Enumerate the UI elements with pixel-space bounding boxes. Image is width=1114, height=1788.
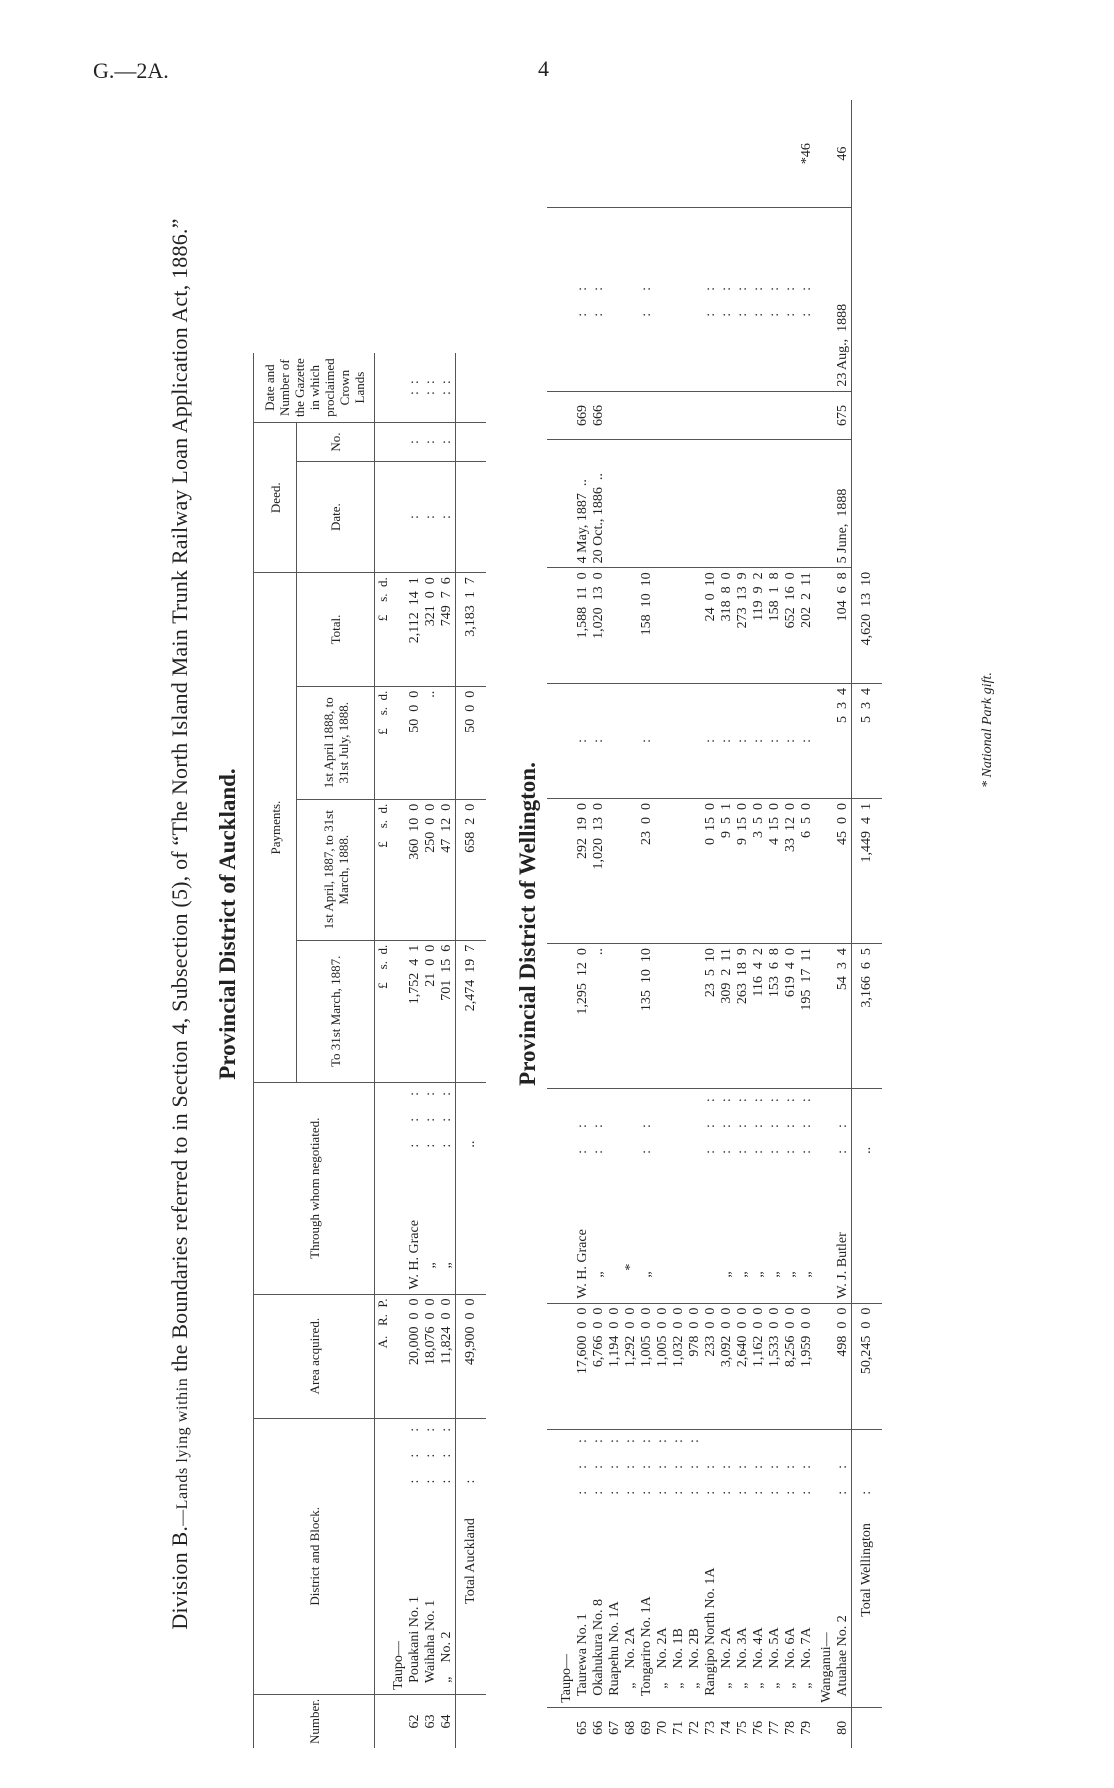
lands-label: —Lands lying within — [174, 1377, 191, 1526]
gazette-no-values: *46 — [559, 100, 815, 208]
total-label: Total Wellington — [852, 1499, 883, 1708]
deed-no-values: 669 666 — [559, 391, 815, 440]
auckland-total-row: Total Auckland : 49,900 0 0 .. 2,474 19 7 658 2 0 50 0 0 3,183 1 7 — [456, 353, 487, 1748]
row-numbers: 65 66 67 68 69 70 71 72 73 74 75 76 77 78 79 — [575, 1720, 814, 1735]
total-values: 1,588 11 0 1,020 13 0 158 10 10 24 0 10 318 8 0 273 13 9 119 9 2 158 1 8 652 16 0 202 2 11 — [559, 568, 815, 684]
row-number-80: 80 — [835, 1720, 850, 1735]
rotated-page — [135, 100, 1114, 1748]
deed-date-values: : : : — [391, 461, 456, 572]
total-label: Total Auckland — [456, 1487, 487, 1694]
through-values: W. H. Grace „ * „ „ „ „ „ „ „ — [559, 1158, 815, 1303]
wanganui-area: 498 0 0 — [815, 1303, 852, 1429]
main-title — [167, 100, 193, 1748]
wanganui-gazette-no: 46 — [815, 100, 852, 208]
money-units-3: £ s. d. — [375, 686, 392, 799]
col-through: Through whom negotiated. — [254, 1082, 375, 1294]
pay2-values: 292 19 0 1,020 13 0 23 0 0 0 15 0 9 5 1 9 15 0 3 5 0 4 15 0 33 12 0 6 5 0 — [559, 798, 815, 943]
total-total: 3,183 1 7 — [456, 573, 487, 686]
col-deed-no: No. — [297, 423, 375, 462]
district-block: Taupo— Pouakani No. 1 Waihaha No. 1 „ No. 2 — [391, 1487, 456, 1694]
wanganui-pay2: 45 0 0 — [815, 798, 852, 943]
money-units-1: £ s. d. — [375, 940, 392, 1082]
wanganui-row: 80 Wanganui— Atuahae No. 2 : : 498 0 0 W. J. Butler : : 54 3 4 45 0 0 5 3 4 104 6 8 5 June, 1888 675 23 Aug., 1888 46 — [815, 100, 852, 1748]
col-district: District and Block. — [254, 1418, 375, 1694]
auckland-title: Provincial District of Auckland. — [215, 768, 240, 1080]
total-pay3: 50 0 0 — [456, 686, 487, 799]
gazette-values: : : : : : : — [391, 353, 456, 423]
pay2-values: 360 10 0 250 0 0 47 12 0 — [391, 799, 456, 940]
wellington-title: Provincial District of Wellington. — [515, 762, 540, 1086]
col-pay1: To 31st March, 1887. — [297, 940, 375, 1082]
wanganui-deed-date: 5 June, 1888 — [815, 440, 852, 568]
money-units-4: £ s. d. — [375, 573, 392, 686]
total-values: 2,112 14 1 321 0 0 749 7 6 — [391, 573, 456, 686]
auckland-table — [253, 353, 486, 1748]
division-label: Division B. — [167, 1525, 192, 1630]
wanganui-gazette-date: 23 Aug., 1888 — [815, 208, 852, 392]
pay1-values: 1,295 12 0 .. 135 10 10 23 5 10 309 2 11 263 18 9 116 4 2 153 6 8 619 4 0 195 17 11 — [559, 944, 815, 1089]
total-pay1: 3,166 6 5 — [852, 944, 883, 1089]
total-area: 50,245 0 0 — [852, 1303, 883, 1429]
total-pay2: 658 2 0 — [456, 799, 487, 940]
col-payments: Payments. — [254, 573, 297, 1083]
col-deed: Deed. — [254, 423, 297, 573]
district-block: Taupo— Taurewa No. 1 Okahukura No. 8 Ruapehu No. 1A „ No. 2A Tongariro No. 1A „ No. 2A „ No. 1B „ No. 2B Rangipo North No. 1A „ No. 2A „ No. 3A „ No. 4A „ No. 5A „ No. 6A „ No. 7A — [559, 1499, 815, 1708]
wanganui-pay1: 54 3 4 — [815, 944, 852, 1089]
col-total: Total. — [297, 573, 375, 686]
wanganui-pay3: 5 3 4 — [815, 683, 852, 798]
pay3-values: : : : : : : : : : : — [559, 683, 815, 798]
deed-no-values: : : : — [391, 423, 456, 462]
wanganui-deed-no: 675 — [815, 391, 852, 440]
district-dots: : : : : : : : : : — [407, 1422, 454, 1484]
through-values: W. H. Grace „ „ — [391, 1152, 456, 1294]
total-pay3: 5 3 4 — [852, 683, 883, 798]
money-units-2: £ s. d. — [375, 799, 392, 940]
area-units: A. R. P. — [375, 1294, 392, 1418]
wellington-total-row: Total Wellington : 50,245 0 0 .. 3,166 6 5 1,449 4 1 5 3 4 4,620 13 10 — [852, 100, 883, 1748]
total-pay1: 2,474 19 7 — [456, 940, 487, 1082]
pay3-values: 50 0 0 .. — [391, 686, 456, 799]
total-total: 4,620 13 10 — [852, 568, 883, 684]
col-pay3: 1st April 1888, to 31st July, 1888. — [297, 686, 375, 799]
wellington-table — [547, 100, 882, 1748]
auckland-rows — [391, 353, 456, 1748]
through-dots: : : : : : : : : : — [407, 1086, 454, 1148]
wanganui-total: 104 6 8 — [815, 568, 852, 684]
wellington-rows: 65 66 67 68 69 70 71 72 73 74 75 76 77 78 79 Taupo— Taurewa No. 1 Okahukura No. 8 Ruapehu No. 1A „ No. 2A Tongariro No. 1A „ No. 2A „ No. 1B „ No. 2B Rangipo North No. 1A „ No. 2A „ No. 3A „ No. 4A „ No. 5A „ No. 6A „ No. 7A : : : : : : : : : : : : : : : : : : : : : : : : : : : : : : : : : : : : : : 17,600 0 0 6,766 0 0 1,194 0 0 1,292 0 0 1,005 0 0 1,005 0 0 1,032 0 0 978 0 0 233 0 0 3,092 0 0 2,640 0 0 1,162 0 0 1,533 0 0 8,256 0 0 1,959 0 0 W. H. Grace „ * „ „ „ „ „ „ „ : : : : : : : : : : : : : : : : : : : : : : : : : : : 1,295 12 0 .. 135 10 10 23 5 10 309 2 11 263 18 9 116 4 2 153 6 8 619 4 0 195 17 11 292 19 0 1,020 13 0 23 0 0 0 15 0 9 5 1 9 15 0 3 5 0 4 15 0 33 12 0 6 5 0 : : : : : : : : : : 1,588 11 0 1,020 13 0 158 10 10 24 0 10 318 8 0 273 13 9 119 9 2 158 1 8 652 16 0 202 2 11 4 May, 1887 .. 20 Oct., 1886 .. 669 666 : : : : : : : : : : : : : : : : : : : : *46 — [559, 100, 815, 1748]
wanganui-through: W. J. Butler — [815, 1158, 852, 1303]
col-pay2: 1st April, 1887, to 31st March, 1888. — [297, 799, 375, 940]
pay1-values: 1,752 4 1 21 0 0 701 15 6 — [391, 940, 456, 1082]
col-area: Area acquired. — [254, 1294, 375, 1418]
col-number: Number. — [254, 1694, 375, 1748]
footnote: * National Park gift. — [980, 672, 995, 788]
row-numbers: 62 63 64 — [407, 1714, 454, 1729]
wanganui-district: Wanganui— Atuahae No. 2 — [815, 1499, 852, 1708]
page-number: 4 — [538, 56, 549, 81]
col-gazette: Date and Number of the Gazette in which proclaimed Crown Lands — [254, 353, 375, 423]
document-reference: G.—2A. — [93, 58, 169, 83]
col-deed-date: Date. — [297, 461, 375, 572]
deed-date-values: 4 May, 1887 .. 20 Oct., 1886 .. — [559, 440, 815, 568]
area-values: 17,600 0 0 6,766 0 0 1,194 0 0 1,292 0 0 1,005 0 0 1,005 0 0 1,032 0 0 978 0 0 233 0 0 3,092 0 0 2,640 0 0 1,162 0 0 1,533 0 0 8,256 0 0 1,959 0 0 — [559, 1303, 815, 1429]
area-values: 20,000 0 0 18,076 0 0 11,824 0 0 — [391, 1294, 456, 1418]
total-area: 49,900 0 0 — [456, 1294, 487, 1418]
total-pay2: 1,449 4 1 — [852, 798, 883, 943]
title-rest: the Boundaries referred to in Section 4, Subsection (5), of “The North Island Main Trunk Railway Loan Application Act, 1886.” — [167, 218, 192, 1378]
